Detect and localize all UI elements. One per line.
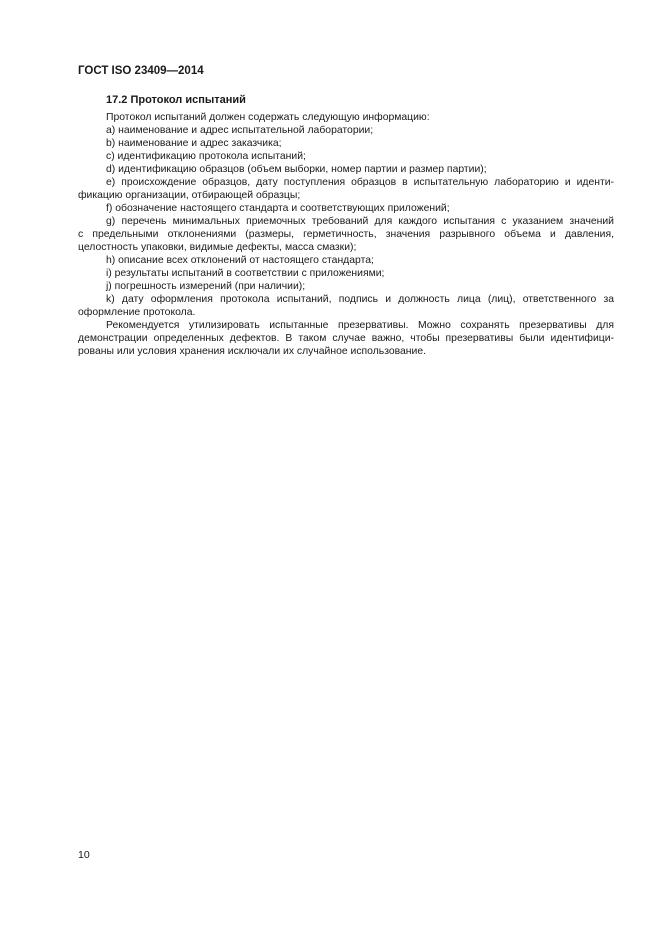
paragraphs [78,111,614,358]
text-line: e) происхождение образцов, дату поступления образцов в испытательную лабораторию и иденти- [106,177,614,188]
text-line: Рекомендуется утилизировать испытанные презервативы. Можно сохранять презервативы для [106,320,614,331]
text-line: Протокол испытаний должен содержать следующую информацию: [106,112,430,123]
text-line: j) погрешность измерений (при наличии); [106,281,306,292]
text-line: f) обозначение настоящего стандарта и соответствующих приложений; [106,203,450,214]
text-line: c) идентификацию протокола испытаний; [106,151,306,162]
paragraph [78,319,614,358]
paragraph [78,215,614,254]
paragraph [78,293,614,319]
text-line: k) дату оформления протокола испытаний, подпись и должность лица (лиц), ответственного за [106,294,614,305]
text-line: i) результаты испытаний в соответствии с приложениями; [106,268,385,279]
text-line: целостность упаковки, видимые дефекты, масса смазки); [78,242,357,253]
text-line: рованы или условия хранения исключали их случайное использование. [78,346,427,357]
paragraph [78,267,614,280]
paragraph [78,254,614,267]
document-body [78,93,614,358]
paragraph [78,137,614,150]
text-line: с предельными отклонениями (размеры, герметичность, значения разрывного объема и давления, [78,229,614,240]
document-header: ГОСТ ISO 23409—2014 [78,65,204,77]
text-line: a) наименование и адрес испытательной лаборатории; [106,125,374,136]
text-line: оформление протокола. [78,307,196,318]
paragraph [78,280,614,293]
text-line: демонстрации определенных дефектов. В таком случае важно, чтобы презервативы были идентифици- [78,333,614,344]
paragraph [78,124,614,137]
page-number: 10 [78,849,90,861]
paragraph [78,176,614,202]
paragraph [78,202,614,215]
text-line: g) перечень минимальных приемочных требований для каждого испытания с указанием значений [106,216,614,227]
text-line: фикацию организации, отбирающей образцы; [78,190,301,201]
section-heading: 17.2 Протокол испытаний [106,94,246,106]
text-line: b) наименование и адрес заказчика; [106,138,282,149]
paragraph [78,150,614,163]
text-line: h) описание всех отклонений от настоящего стандарта; [106,255,374,266]
paragraph [78,111,614,124]
text-line: d) идентификацию образцов (объем выборки, номер партии и размер партии); [106,164,487,175]
paragraph [78,163,614,176]
